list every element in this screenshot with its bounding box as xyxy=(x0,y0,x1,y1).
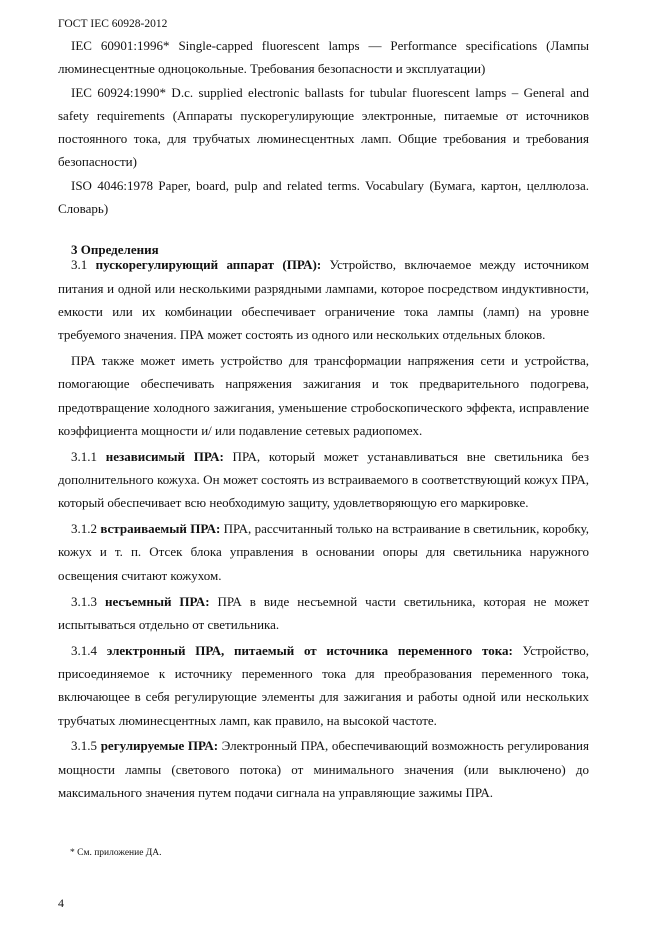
reference-item: IEC 60901:1996* Single-capped fluorescent lamps — Performance specifications (Лампы люминесцентные одноцокольные. Требования безопасности и эксплуатации) xyxy=(58,38,589,77)
document-header: ГОСТ IEC 60928-2012 xyxy=(58,18,168,30)
definition-term: пускорегулирующий аппарат (ПРА): xyxy=(95,257,322,273)
definition-text: ПРА в виде несъемной части светильника, которая не может испытываться отдельно от светильника. xyxy=(58,593,589,632)
page-number: 4 xyxy=(58,896,64,910)
definition-number: 3.1.1 xyxy=(71,448,106,464)
definition-paragraph xyxy=(58,349,589,442)
definition-term: независимый ПРА: xyxy=(105,448,224,464)
definition-number: 3.1.4 xyxy=(71,642,107,658)
definition-number: 3.1.5 xyxy=(71,738,101,754)
definition-term: электронный ПРА, питаемый от источника переменного тока: xyxy=(106,642,513,658)
definition-paragraph xyxy=(58,590,589,637)
definition-number: 3.1 xyxy=(71,257,96,273)
definition-paragraph xyxy=(58,734,589,804)
definition-paragraph xyxy=(58,253,589,346)
reference-item: ISO 4046:1978 Paper, board, pulp and related terms. Vocabulary (Бумага, картон, целлюлоза. Словарь) xyxy=(58,177,589,217)
definition-text: Устройство, присоединяемое к источнику переменного тока для преобразования переменного тока, включающее в себя регулирующие элементы для зажигания и работы одной или нескольких трубчатых люминесцентных ламп, как правило, на высокой частоте. xyxy=(58,642,590,728)
definition-number: 3.1.3 xyxy=(71,593,105,609)
definition-text: Устройство, включаемое между источником питания и одной или несколькими разрядными лампами, которое посредством индуктивности, емкости или их комбинации обеспечивает ограничение тока лампы (ламп) на уровне требуемого значения. ПРА может состоять из одного или нескольких отдельных блоков. xyxy=(58,257,589,343)
definition-text: Электронный ПРА, обеспечивающий возможность регулирования мощности лампы (светового потока) от минимального значения (или выключено) до максимального значения путем подачи сигнала на управляющие зажимы ПРА. xyxy=(58,738,589,800)
definition-term: несъемный ПРА: xyxy=(104,593,210,609)
footnote: * См. приложение ДА. xyxy=(70,848,162,858)
definition-text: ПРА также может иметь устройство для трансформации напряжения сети и устройства, помогающие обеспечивать напряжения зажигания и ток предварительного подогрева, предотвращение холодного зажигания, уменьшение стробоскопического эффекта, исправление коэффициента мощности и/ или подавление сетевых радиопомех. xyxy=(58,353,589,438)
definition-text: ПРА, рассчитанный только на встраивание в светильник, коробку, кожух и т. п. Отсек блока управления в основании опоры для светильника наружного освещения считают кожухом. xyxy=(58,521,590,583)
definition-term: регулируемые ПРА: xyxy=(100,738,219,754)
definition-paragraph xyxy=(58,639,589,732)
definition-term: встраиваемый ПРА: xyxy=(100,521,221,537)
definition-text: ПРА, который может устанавливаться вне светильника без дополнительного кожуха. Он может состоять из встраиваемого в соответствующий кожух ПРА, который обеспечивает всю необходимую защиту, удовлетворяющую его маркировке. xyxy=(58,448,589,511)
definition-paragraph xyxy=(58,517,589,587)
page-content xyxy=(58,34,589,807)
definition-number: 3.1.2 xyxy=(71,521,101,537)
reference-item: IEC 60924:1990* D.c. supplied electronic ballasts for tubular fluorescent lamps – General and safety requirements (Аппараты пускорегулирующие электронные, питаемые от источников постоянного тока, для трубчатых люминесцентных ламп. Общие требования и требования безопасности) xyxy=(58,84,589,170)
section-title: 3 Определения xyxy=(71,242,159,258)
definition-paragraph xyxy=(58,445,589,515)
